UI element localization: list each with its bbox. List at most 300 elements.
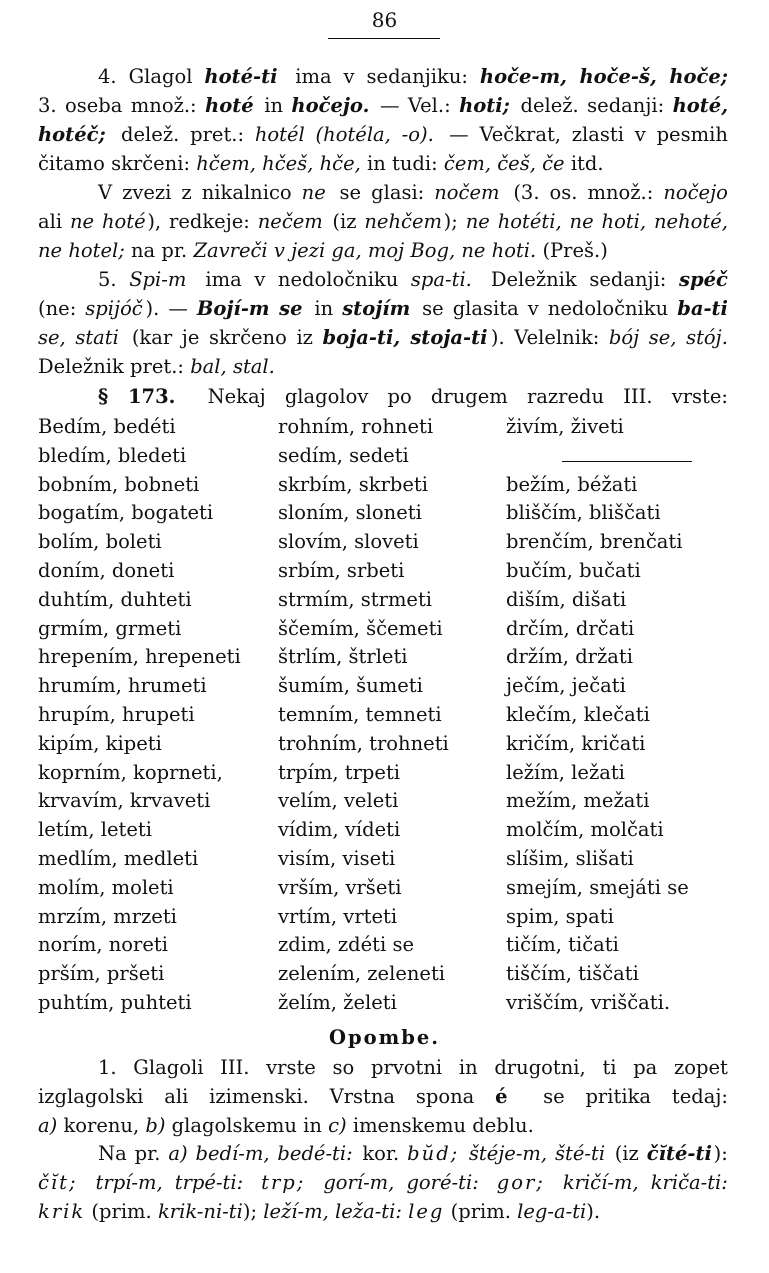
text-run: se — [279, 297, 303, 320]
text-run: os. — [549, 181, 584, 204]
text-line — [38, 1168, 728, 1197]
text-run: jezi — [291, 239, 332, 262]
text-run: prvotni — [370, 1056, 449, 1079]
text-run: goré-ti: — [406, 1171, 479, 1194]
text-run: ima — [205, 268, 248, 291]
verb-pair: molčím, molčati — [506, 818, 664, 842]
text-run: šté-ti — [555, 1142, 606, 1165]
text-run: Vrstna — [329, 1085, 402, 1108]
text-run: glasi: — [371, 181, 431, 204]
text-run: in — [367, 152, 393, 175]
text-run: 5. — [98, 268, 123, 291]
text-run — [551, 1168, 557, 1197]
verb-pair: norím, noreti — [38, 933, 168, 957]
table-row — [38, 845, 738, 874]
text-run: bŭd; — [407, 1142, 460, 1165]
text-run: čĭté-ti — [646, 1142, 712, 1165]
verb-pair: temním, temneti — [278, 702, 442, 726]
text-run: ne — [461, 239, 492, 262]
text-run: izglagolski — [38, 1085, 150, 1108]
verb-pair: smejím, smejáti se — [506, 875, 689, 899]
text-run: leža-ti: — [335, 1200, 402, 1223]
text-run: — — [168, 297, 195, 320]
verb-pair: duhtím, duhteti — [38, 587, 192, 611]
verb-pair: grmím, grmeti — [38, 616, 182, 640]
text-run: ima — [295, 65, 338, 88]
verb-pair: bliščím, bliščati — [506, 501, 661, 525]
text-run: čitamo — [38, 152, 112, 175]
table-row — [38, 471, 738, 500]
table-row — [38, 643, 738, 672]
table-row — [38, 989, 738, 1018]
text-run: spéč — [678, 268, 728, 291]
text-run — [512, 91, 518, 120]
text-run: sedanji: — [589, 268, 673, 291]
text-run: če — [542, 152, 565, 175]
text-run: pritika — [585, 1085, 658, 1108]
verb-pair: klečím, klečati — [506, 702, 650, 726]
text-run: 1. — [98, 1056, 123, 1079]
text-run: stal. — [232, 355, 275, 378]
text-run: čem, — [443, 152, 498, 175]
text-run: hoté, — [672, 94, 728, 117]
text-run: ). — [586, 1200, 601, 1223]
verb-pair: šumím, šumeti — [278, 674, 423, 698]
table-row — [38, 903, 738, 932]
text-run: bal, — [190, 355, 233, 378]
text-run — [83, 1168, 89, 1197]
text-run: (kar — [131, 326, 179, 349]
text-run — [522, 1082, 528, 1111]
text-run: češ, — [497, 152, 543, 175]
text-run: kor. — [362, 1142, 406, 1165]
text-run: ), — [147, 210, 168, 233]
table-row — [38, 615, 738, 644]
text-run — [122, 323, 128, 352]
text-run: pret.: — [130, 355, 191, 378]
text-run: ali — [164, 1085, 195, 1108]
text-run: hčeš, — [262, 152, 320, 175]
text-run: 4. — [98, 65, 123, 88]
text-run — [503, 178, 509, 207]
text-run: se — [339, 181, 368, 204]
table-row — [38, 787, 738, 816]
verb-pair: puhtím, puhteti — [38, 990, 192, 1014]
table-row — [38, 557, 738, 586]
text-run: bedé-ti: — [277, 1142, 353, 1165]
text-run: (hotéla, — [315, 123, 398, 146]
text-run: Deležnik — [38, 355, 131, 378]
text-run: Vel.: — [407, 94, 457, 117]
text-run: Zavreči — [193, 239, 274, 262]
text-run: v — [343, 65, 361, 88]
verb-pair: tiščím, tiščati — [506, 962, 639, 986]
text-run: nočem — [434, 181, 500, 204]
header-rule — [328, 38, 440, 39]
text-run: bój — [608, 326, 646, 349]
verb-pair: srbím, srbeti — [278, 558, 405, 582]
text-run — [283, 62, 289, 91]
table-row — [38, 528, 738, 557]
text-run: po — [387, 385, 418, 408]
verb-pair: mrzím, mrzeti — [38, 904, 177, 928]
text-run — [324, 207, 330, 236]
text-run: ): — [713, 1142, 728, 1165]
text-run: stojím — [342, 297, 411, 320]
verb-pair: koprním, koprneti, — [38, 760, 223, 784]
text-run: glasita — [452, 297, 525, 320]
verb-pair: medlím, medleti — [38, 846, 199, 870]
text-run: se — [543, 1085, 571, 1108]
text-run: nečem — [257, 210, 323, 233]
text-line — [38, 265, 728, 294]
page-number: 86 — [371, 8, 398, 32]
verb-pair: slovím, sloveti — [278, 530, 419, 554]
text-run: v — [527, 297, 545, 320]
text-line — [38, 91, 728, 120]
text-run: Bog, — [410, 239, 462, 262]
text-run: vrste — [266, 1056, 323, 1079]
text-line — [38, 62, 728, 91]
paragraph-5 — [38, 265, 728, 381]
text-line — [38, 1082, 728, 1111]
text-run: Spi-m — [129, 268, 187, 291]
text-run: se, — [38, 326, 72, 349]
text-run: množ.: — [587, 181, 660, 204]
text-run: stój. — [686, 326, 728, 349]
verb-pair: trohním, trohneti — [278, 731, 449, 755]
text-run: in — [314, 297, 340, 320]
verb-pair: držím, držati — [506, 645, 633, 669]
text-run — [478, 265, 484, 294]
verb-pair: letím, leteti — [38, 818, 152, 842]
text-run: redkeje: — [169, 210, 257, 233]
text-run: III. — [623, 385, 659, 408]
text-run: drugem — [430, 385, 514, 408]
text-line — [38, 149, 728, 178]
verb-pair: vrším, vršeti — [278, 875, 402, 899]
text-run: je — [181, 326, 206, 349]
text-run: ne — [569, 210, 600, 233]
text-run — [330, 178, 336, 207]
text-run: bedí-m, — [195, 1142, 276, 1165]
text-run: in — [303, 1114, 329, 1137]
text-run: stati — [75, 326, 119, 349]
text-run: leg-a-ti — [517, 1200, 587, 1223]
text-run: nehčem — [364, 210, 442, 233]
verb-pair: drčím, drčati — [506, 616, 635, 640]
text-run: hčem, — [196, 152, 263, 175]
text-run: ); — [443, 210, 465, 233]
text-line — [38, 382, 728, 411]
notes-title: Opombe. — [328, 1026, 441, 1049]
text-run: nočejo — [663, 181, 728, 204]
text-run: hotel; — [68, 239, 125, 262]
text-line — [38, 352, 728, 381]
text-run: štéje-m, — [468, 1142, 554, 1165]
verb-pair: vriščím, vriščati. — [506, 990, 671, 1014]
verb-pair: spim, spati — [506, 904, 614, 928]
verb-pair: hrepením, hrepeneti — [38, 645, 241, 669]
text-run: gorí-m, — [323, 1171, 401, 1194]
text-run: nehoté, — [653, 210, 728, 233]
text-run: pr. — [161, 239, 194, 262]
text-run: iz — [296, 326, 320, 349]
empty-dash — [562, 461, 692, 462]
verb-pair: krvavím, krvaveti — [38, 789, 211, 813]
verb-pair: zdim, zdéti se — [278, 933, 414, 957]
text-run: V — [98, 181, 119, 204]
text-run: tudi: — [392, 152, 444, 175]
text-run: v — [634, 123, 652, 146]
text-run: skrčeno — [208, 326, 294, 349]
text-run — [256, 91, 262, 120]
section-heading-173 — [38, 382, 728, 411]
verb-pair — [506, 442, 738, 471]
verb-pair: sloním, sloneti — [278, 501, 422, 525]
text-run: ); — [242, 1200, 264, 1223]
text-run — [438, 120, 444, 149]
text-line — [38, 323, 728, 352]
text-run: sedanji: — [587, 94, 671, 117]
verb-pair: bogatím, bogateti — [38, 501, 214, 525]
text-run: ). — [145, 297, 166, 320]
text-run: ne — [465, 210, 497, 233]
text-run: moj — [367, 239, 411, 262]
text-run: hče, — [319, 152, 361, 175]
text-run — [607, 1139, 613, 1168]
text-run: pret.: — [190, 123, 251, 146]
text-line — [38, 294, 728, 323]
text-run: čĭt; — [38, 1171, 78, 1194]
verb-pair: velím, veleti — [278, 789, 399, 813]
text-run: III. — [220, 1056, 256, 1079]
verb-pair: ščemím, ščemeti — [278, 616, 443, 640]
verb-pair: brenčím, brenčati — [506, 530, 683, 554]
text-run: ga, — [331, 239, 368, 262]
text-run: c) — [328, 1114, 347, 1137]
text-line — [38, 236, 728, 265]
verb-pair: bledím, bledeti — [38, 443, 187, 467]
table-row — [38, 586, 738, 615]
text-run: delež. — [520, 94, 585, 117]
text-run: in — [458, 1056, 484, 1079]
text-run: gor; — [496, 1171, 545, 1194]
text-run — [461, 1139, 467, 1168]
verb-pair: živím, živeti — [506, 415, 624, 438]
verb-pair: hrupím, hrupeti — [38, 702, 195, 726]
text-run: a) — [38, 1114, 58, 1137]
text-run: § — [98, 385, 115, 408]
text-run: nedoločniku — [277, 268, 405, 291]
table-row — [38, 816, 738, 845]
text-line — [38, 120, 728, 149]
text-run: skrčeni: — [111, 152, 197, 175]
text-run: trpé-ti: — [174, 1171, 244, 1194]
text-run: boja-ti, — [322, 326, 407, 349]
verb-pair: bežím, béžati — [506, 472, 638, 496]
text-run: ba-ti — [677, 297, 728, 320]
text-run: ne — [301, 181, 326, 204]
text-run: se, — [648, 326, 683, 349]
verb-pair: bobním, bobneti — [38, 472, 200, 496]
text-run: hočejo. — [291, 94, 370, 117]
verb-pair: ležím, ležati — [506, 760, 625, 784]
table-row — [38, 499, 738, 528]
text-run: deblu. — [472, 1114, 534, 1137]
text-run: imenskemu — [352, 1114, 473, 1137]
text-run: ). — [490, 326, 511, 349]
verb-pair: sedím, sedeti — [278, 443, 409, 467]
text-run: nedoločniku — [547, 297, 675, 320]
text-run: spijóč — [85, 297, 143, 320]
text-run — [311, 1168, 317, 1197]
verb-pair: vrtím, vrteti — [278, 904, 398, 928]
text-run: hoti; — [459, 94, 510, 117]
text-run — [110, 120, 116, 149]
text-run: Večkrat, — [479, 123, 568, 146]
text-run — [413, 294, 419, 323]
text-run: (prim. — [450, 1200, 518, 1223]
text-run: so — [332, 1056, 361, 1079]
text-run: razredu — [526, 385, 611, 408]
table-row — [38, 759, 738, 788]
text-line — [38, 178, 728, 207]
note-1 — [38, 1053, 728, 1140]
text-run: z — [181, 181, 198, 204]
verb-pair: kričím, kričati — [506, 731, 646, 755]
text-run — [193, 265, 199, 294]
text-run: (iz — [614, 1142, 646, 1165]
text-run: pesmih — [656, 123, 728, 146]
text-run: hotéč; — [38, 123, 106, 146]
text-run: Na — [98, 1142, 133, 1165]
text-run: (3. — [513, 181, 546, 204]
table-row — [38, 413, 738, 442]
text-run: kriča-ti: — [650, 1171, 728, 1194]
verb-pair: tičím, tičati — [506, 933, 619, 957]
text-run: sedanjiku: — [366, 65, 475, 88]
verb-pair: zelením, zeleneti — [278, 962, 446, 986]
text-run: se — [422, 297, 450, 320]
table-row — [38, 442, 738, 471]
text-run: é — [495, 1085, 508, 1108]
verb-pair: ječím, ječati — [506, 674, 626, 698]
text-line — [38, 207, 728, 236]
text-run: -o). — [401, 123, 434, 146]
verb-pair: bučím, bučati — [506, 558, 641, 582]
text-run: (prim. — [91, 1200, 158, 1223]
text-line — [38, 1197, 728, 1226]
text-run: hoti. — [491, 239, 537, 262]
text-run: (Preš.) — [542, 239, 608, 262]
text-run: — — [379, 94, 406, 117]
text-run: Glagol — [128, 65, 199, 88]
verb-pair: Bedím, bedéti — [38, 415, 176, 438]
text-run: trp; — [261, 1171, 306, 1194]
text-run: trpí-m, — [95, 1171, 169, 1194]
text-run: in — [264, 94, 290, 117]
paragraph-4 — [38, 62, 728, 178]
text-run: Nekaj — [207, 385, 272, 408]
verb-pair: strmím, strmeti — [278, 587, 433, 611]
text-run: 173. — [127, 385, 176, 408]
text-run: krik — [38, 1200, 86, 1223]
verb-pair: vídim, vídeti — [278, 818, 401, 842]
text-run: hotéti, — [497, 210, 568, 233]
table-row — [38, 874, 738, 903]
verb-pair: bolím, boleti — [38, 530, 162, 554]
text-run: ne — [38, 239, 69, 262]
text-run: itd. — [570, 152, 604, 175]
text-run: glagolskemu — [171, 1114, 304, 1137]
text-run: drugotni, — [494, 1056, 592, 1079]
verb-pair: molím, moleti — [38, 875, 174, 899]
text-run: ti — [602, 1056, 623, 1079]
verb-pair: štrlím, štrleti — [278, 645, 408, 669]
text-run: zvezi — [122, 181, 178, 204]
verb-pair: kipím, kipeti — [38, 731, 162, 755]
text-line — [38, 1111, 728, 1140]
text-run: hoté — [101, 210, 146, 233]
verb-pair: mežím, mežati — [506, 789, 650, 813]
text-run: pr. — [134, 1142, 167, 1165]
text-run: hoti, — [601, 210, 653, 233]
text-run: (ne: — [38, 297, 83, 320]
text-run: Bojí-m — [196, 297, 277, 320]
text-run: zlasti — [571, 123, 631, 146]
text-run: izimenski. — [209, 1085, 315, 1108]
verb-pair: želím, želeti — [278, 990, 397, 1014]
text-run: v — [254, 268, 272, 291]
text-line — [38, 1053, 728, 1082]
text-run: stoja-ti — [410, 326, 488, 349]
text-run: tedaj: — [671, 1085, 728, 1108]
verb-pair: rohním, rohneti — [278, 415, 434, 438]
text-run: vrste: — [671, 385, 728, 408]
table-row — [38, 960, 738, 989]
text-run: zopet — [674, 1056, 728, 1079]
text-run: leží-m, — [263, 1200, 336, 1223]
text-run: Glagoli — [133, 1056, 210, 1079]
text-line — [38, 1139, 728, 1168]
text-run: ne — [69, 210, 101, 233]
text-run: b) — [145, 1114, 166, 1137]
text-run: spa-ti. — [410, 268, 472, 291]
text-run: leg — [408, 1200, 445, 1223]
table-row — [38, 931, 738, 960]
text-run: hoče-š, — [579, 65, 664, 88]
text-run: krik-ni-ti — [157, 1200, 243, 1223]
text-run: v — [273, 239, 292, 262]
verb-pair: diším, dišati — [506, 587, 627, 611]
text-run — [354, 1139, 360, 1168]
text-run: kričí-m, — [562, 1171, 645, 1194]
verb-pair: doním, doneti — [38, 558, 175, 582]
verb-pair: trpím, trpeti — [278, 760, 401, 784]
text-run: množ.: — [130, 94, 203, 117]
verb-pair: prším, pršeti — [38, 962, 165, 986]
text-run: hoté — [205, 94, 254, 117]
text-run: hoče; — [669, 65, 728, 88]
text-run: nikalnico — [201, 181, 298, 204]
table-row — [38, 701, 738, 730]
text-run: delež. — [121, 123, 186, 146]
verb-table — [38, 413, 738, 1018]
text-run: glagolov — [284, 385, 375, 408]
table-row — [38, 730, 738, 759]
verb-pair: slíšim, slišati — [506, 846, 634, 870]
